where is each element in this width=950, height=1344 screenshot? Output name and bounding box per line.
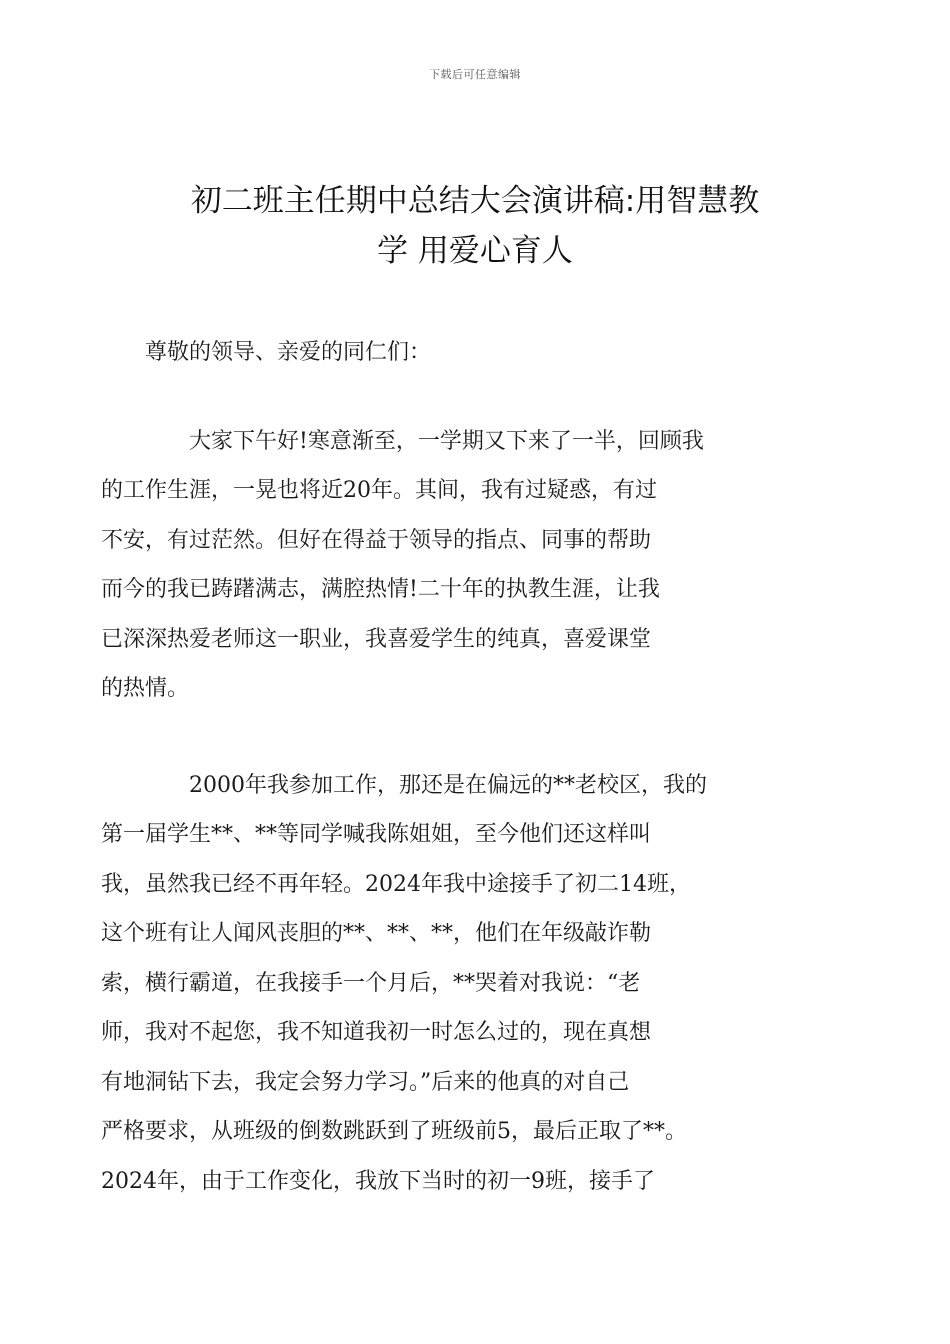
salutation: 尊敬的领导、亲爱的同仁们： <box>145 340 432 365</box>
title-line: 学 用爱心育人 <box>377 233 573 269</box>
paragraph-line: 有地洞钻下去，我定会努力学习。”后来的他真的对自己 <box>101 1069 630 1095</box>
paragraph-line: 2000年我参加工作，那还是在偏远的**老校区，我的 <box>189 772 707 798</box>
document-body <box>101 328 815 1253</box>
paragraph-line: 第一届学生**、**等同学喊我陈姐姐，至今他们还这样叫 <box>101 822 652 847</box>
paragraph-line: 不安，有过茫然。但好在得益于领导的指点、同事的帮助 <box>101 527 652 553</box>
paragraph-line: 索，横行霸道，在我接手一个月后，**哭着对我说：“老 <box>101 970 641 996</box>
paragraph-line: 2024年，由于工作变化，我放下当时的初一9班，接手了 <box>101 1168 655 1194</box>
paragraph-line: 我，虽然我已经不再年轻。2024年我中途接手了初二14班， <box>101 871 691 897</box>
paragraph-line: 的工作生涯，一晃也将近20年。其间，我有过疑惑，有过 <box>101 478 657 503</box>
paragraph-1 <box>101 417 815 714</box>
title-line: 初二班主任期中总结大会演讲稿:用智慧教 <box>190 183 760 219</box>
paragraph-line: 师，我对不起您，我不知道我初一时怎么过的，现在真想 <box>101 1020 652 1045</box>
paragraph-line: 的热情。 <box>101 676 190 701</box>
paragraph-2 <box>101 761 815 1207</box>
document-title <box>130 176 820 276</box>
paragraph-line: 而今的我已踌躇满志，满腔热情!二十年的执教生涯，让我 <box>101 577 660 602</box>
paragraph-line: 已深深热爱老师这一职业，我喜爱学生的纯真，喜爱课堂 <box>101 626 652 652</box>
paragraph-line: 大家下午好!寒意渐至，一学期又下来了一半，回顾我 <box>189 428 704 454</box>
paragraph-line: 这个班有让人闻风丧胆的**、**、**，他们在年级敲诈勒 <box>101 921 652 946</box>
header-note: 下载后可任意编辑 <box>429 68 521 81</box>
paragraph-line: 严格要求，从班级的倒数跳跃到了班级前5，最后正取了**。 <box>101 1119 687 1144</box>
